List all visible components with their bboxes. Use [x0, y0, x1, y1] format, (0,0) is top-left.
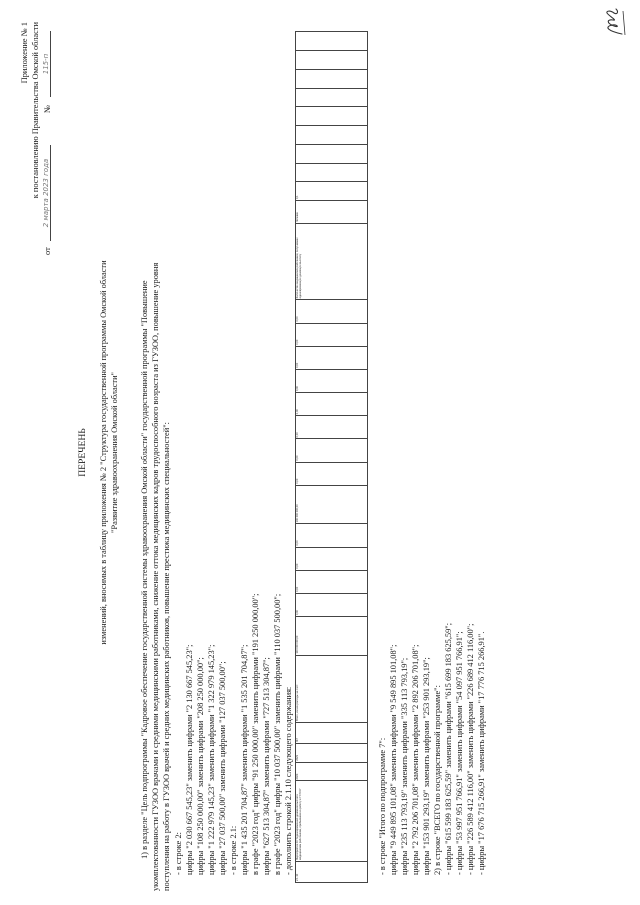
- row2-change-3: цифры "1 222 979 145,23" заменить цифрами "1 322 979 145,23";: [207, 644, 216, 875]
- inserted-row-table: [295, 31, 368, 883]
- row-zero-4: 0,00: [296, 524, 368, 547]
- grand-change-1: - цифры "615 599 183 625,59" заменить цифрами "615 699 183 625,59";: [444, 622, 453, 875]
- row-unit: Человек: [296, 201, 368, 224]
- row21-header: - в строке 2.1:: [229, 825, 238, 875]
- row-year-from: 2023: [296, 762, 368, 781]
- total-change-4: цифры "153 901 293,19" заменить цифрами "253 901 293,19";: [422, 657, 431, 875]
- row2-change-1: цифры "2 030 667 545,23" заменить цифрами "2 130 667 545,23";: [185, 644, 194, 875]
- row21-change-4: в графе "2023 год" цифры "10 037 500,00" заменить цифрами "110 037 500,00";: [273, 593, 282, 875]
- row21-change-3: цифры "627 513 304,87" заменить цифрами "727 513 304,87";: [262, 657, 271, 875]
- row21-change-1: цифры "1 435 201 704,87" заменить цифрами "1 535 201 704,87";: [240, 644, 249, 875]
- row-zero-11: 0,00: [296, 323, 368, 346]
- paragraph-1-line-3: поступления на работу в ГУЗОО врачей и средних медицинских работников, повышение престижа медицинских специальностей":: [162, 422, 171, 891]
- row-y2023: 100 000 000,00: [296, 485, 368, 524]
- document-title: ПЕРЕЧЕНЬ: [77, 428, 88, 477]
- number-prefix: №: [43, 105, 52, 113]
- row21-change-2: в графе "2023 год" цифры "91 250 000,00" заменить цифрами "191 250 000,00";: [251, 593, 260, 875]
- row-zero-12: 0,00: [296, 300, 368, 323]
- title-line-1: изменений, вносимых в таблицу приложения № 2 "Структура государственной программы Омской области: [99, 260, 108, 645]
- row-zero-9: 0,00: [296, 369, 368, 392]
- row-zero-3: 0,00: [296, 547, 368, 570]
- paragraph-1: 1) в разделе "Цель подпрограммы "Кадровое обеспечение государственной системы здравоохранения Омской области" государственной программы "Повышение: [140, 280, 149, 859]
- row-zero-5: 0,00: [296, 462, 368, 485]
- row-year-to: 2023: [296, 743, 368, 762]
- row-name: Мероприятие 10 "Единовременная денежная выплата медицинским работникам, прибывшим на работу в ГУЗОО": [296, 781, 368, 862]
- grand-change-2: - цифры "53 997 951 766,91" заменить цифрами "54 097 951 766,91";: [455, 631, 464, 875]
- total-change-3: цифры "2 792 206 701,08" заменить цифрами "2 892 206 701,08";: [411, 644, 420, 875]
- row-zero-1: 0,00: [296, 593, 368, 616]
- total-change-2: цифры "235 113 793,19" заменить цифрами "335 113 793,19";: [400, 657, 409, 875]
- total-change-1: цифры "9 449 895 101,08" заменить цифрами "9 549 895 101,08";: [389, 644, 398, 875]
- row2-header: - в строке 2:: [174, 832, 183, 875]
- appendix-label: Приложение № 1: [20, 22, 29, 84]
- row-number: 2.1.10: [296, 862, 368, 883]
- row-source: Всего, из них расходы за счет:: [296, 655, 368, 722]
- signature-image: [598, 7, 628, 37]
- decree-label: к постановлению Правительства Омской области: [31, 22, 40, 199]
- date-prefix: от: [43, 247, 52, 255]
- row-zero-8: 0,00: [296, 393, 368, 416]
- row-executor: МЗ: [296, 723, 368, 744]
- grand-change-4: - цифры "17 676 715 266,91" заменить цифрами "17 776 715 266,91".: [477, 631, 486, 875]
- row-indicator: Количество медицинских работников, получивших единовременную денежную выплату: [296, 224, 368, 300]
- row-zero-6: 0,00: [296, 439, 368, 462]
- row-zero-10: 0,00: [296, 346, 368, 369]
- grand-total-header: 2) в строке "ВСЕГО по государственной программе":: [433, 685, 442, 875]
- row2-change-4: цифры "27 037 500,00" заменить цифрами "127 037 500,00";: [218, 661, 227, 875]
- row-zero-2: 0,00: [296, 570, 368, 593]
- row-zero-7: 0,00: [296, 416, 368, 439]
- title-line-2: "Развитие здравоохранения Омской области": [110, 372, 119, 533]
- number-value: 115-п: [42, 31, 51, 97]
- grand-change-3: - цифры "226 589 412 116,00" заменить цифрами "226 689 412 116,00";: [466, 623, 475, 875]
- total-subprogram-header: - в строке "Итого по подпрограмме 7":: [378, 737, 387, 875]
- row2-change-2: цифры "108 250 000,00" заменить цифрами "208 250 000,00";: [196, 657, 205, 875]
- row-total: 100 000 000,00: [296, 617, 368, 656]
- add-row-instruction: - дополнить строкой 2.1.10 следующего содержания:: [284, 686, 293, 875]
- row-weight: 0,1: [296, 182, 368, 201]
- date-value: 2 марта 2023 года: [42, 145, 51, 241]
- paragraph-1-line-2: укомплектованности ГУЗОО врачами и средними медицинскими работниками, снижение оттока медицинских кадров трудоспособного возраста из ГУЗОО, повышение уровня: [151, 262, 160, 891]
